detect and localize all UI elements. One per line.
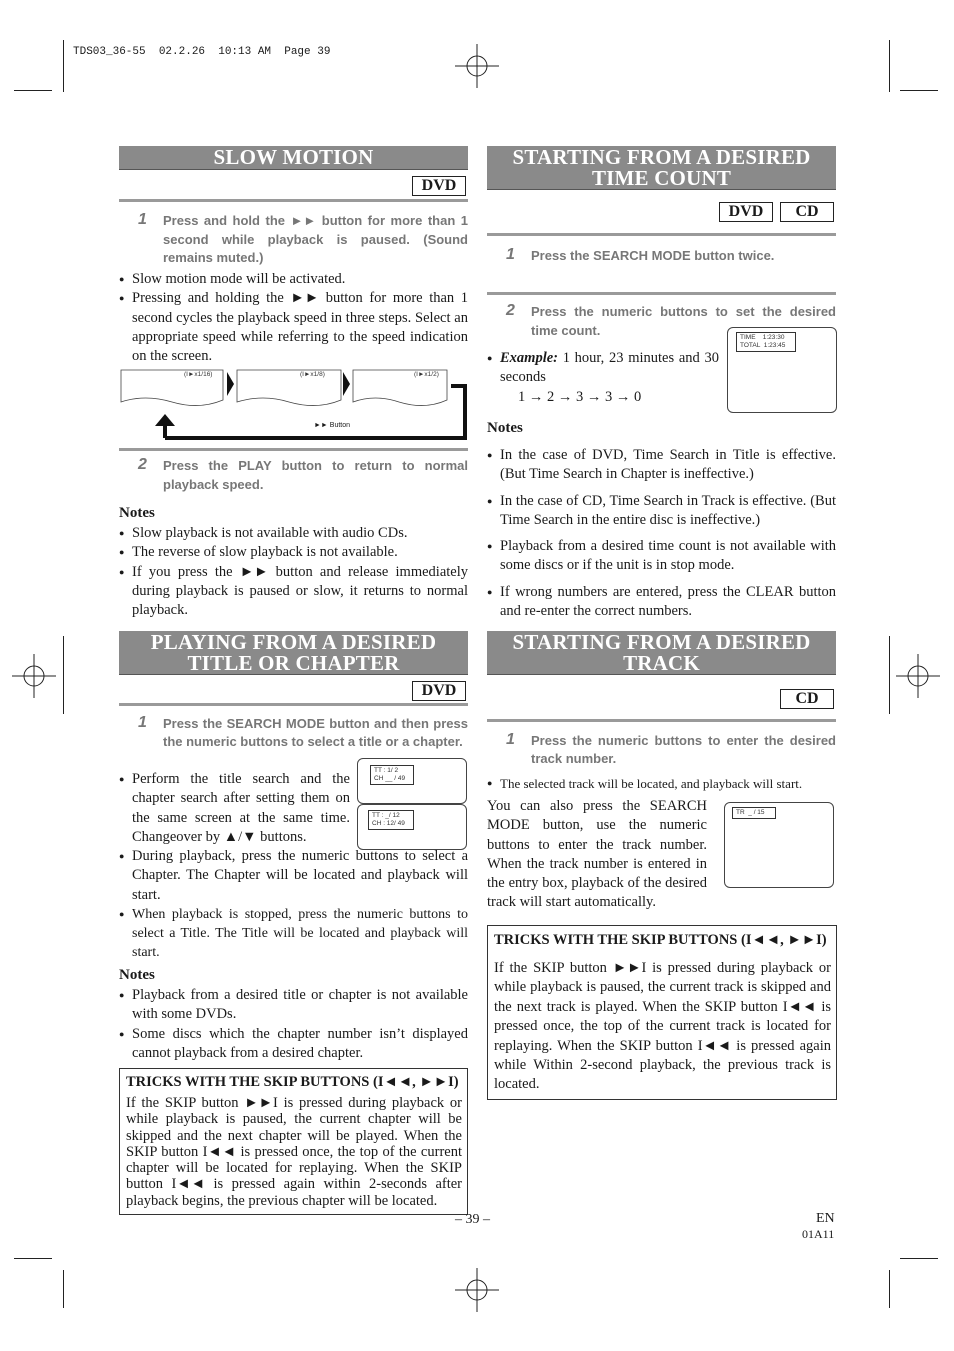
bullet-text: ● The selected track will be located, and playback will start. [487, 774, 839, 793]
step-instruction: Press the SEARCH MODE button twice. [531, 248, 775, 263]
speed-indicator: (I►x1/16) [184, 371, 213, 378]
dvd-badge: DVD [412, 681, 466, 701]
section-banner-time-count [487, 146, 836, 190]
cd-badge: CD [780, 689, 834, 709]
step-number: 1 [506, 731, 515, 748]
crop-mark [900, 90, 938, 91]
tricks-box-track [487, 925, 837, 1100]
example-sequence: 1 → 2 → 3 → 3 → 0 [518, 388, 642, 405]
note-item: ● If you press the ►► button and release immediately during playback is paused or slow, it returns to normal playback. [119, 563, 468, 621]
crop-mark [889, 1270, 890, 1308]
cd-badge: CD [780, 202, 834, 222]
crop-mark [889, 636, 890, 714]
tricks-text: If the SKIP button ►►I is pressed during playback or while playback is paused, the current track is skipped and the next track is played. When the SKIP button I◄◄ is pressed once, the top of the current track is located for replaying. When the SKIP button I◄◄ is pressed again while Within 2-second playback, the previous track is located. [494, 960, 831, 1093]
divider [119, 703, 468, 706]
bullet-item [119, 770, 350, 847]
tricks-text: If the SKIP button ►►I is pressed during playback or while playback is paused, the current chapter will be skipped and the next chapter will be played. When the SKIP button I◄◄ is pressed once, the top of the current chapter will be located for replaying. When the SKIP button I◄◄ is pressed again within 2-seconds after playback begins, the previous chapter will be located. [126, 1095, 462, 1209]
paragraph: You can also press the SEARCH MODE button, use the numeric buttons to enter the track number. When the track number is entered in the entry box, playback of the desired track will start automatically. [487, 798, 707, 911]
note-item: ● In the case of CD, Time Search in Track is effective. (But Time Search in the entire disc is ineffective.) [487, 492, 836, 531]
crop-mark [63, 40, 64, 92]
registration-mark-icon [455, 1268, 499, 1312]
step-number: 2 [138, 456, 147, 473]
section-title: TRACK [623, 651, 700, 675]
doc-code: 01A11 [802, 1227, 835, 1241]
note-item: ● Playback from a desired title or chapter is not available with some DVDs. [119, 986, 468, 1025]
divider [119, 448, 468, 451]
step-instruction: Press the numeric buttons to set the desired time count. [531, 304, 836, 338]
notes-heading: Notes [487, 420, 523, 436]
step-number: 1 [138, 211, 147, 228]
divider [119, 199, 468, 202]
time-osd [736, 332, 796, 352]
osd-line: TOTAL 1:23:45 [740, 342, 786, 349]
language-code: EN [816, 1211, 835, 1226]
bullet-item: ● During playback, press the numeric buttons to select a Chapter. The Chapter will be located and playback will start. [119, 847, 468, 905]
bullet-item [487, 774, 839, 793]
speed-indicator: (I►x1/2) [414, 371, 439, 378]
step-instruction: Press the SEARCH MODE button and then press the numeric buttons to select a title or a chapter. [163, 716, 468, 749]
registration-mark-icon [455, 44, 499, 88]
crop-mark [14, 1258, 52, 1259]
crop-mark [63, 1270, 64, 1308]
note-item: ● Some discs which the chapter number isn’t displayed cannot playback from a desired chapter. [119, 1025, 468, 1064]
title-chapter-osd [368, 810, 414, 830]
page-number: – 39 – [455, 1212, 490, 1227]
divider [487, 719, 836, 722]
example-value: 1 hour, 23 minutes and 30 seconds [500, 350, 719, 386]
print-slug: TDS03_36-55 02.2.26 10:13 AM Page 39 [73, 46, 331, 58]
notes-list [119, 986, 468, 1063]
example-text [487, 349, 719, 388]
section-banner-track [487, 631, 836, 675]
section-title: SLOW MOTION [213, 145, 374, 169]
tricks-box-chapter [119, 1068, 468, 1215]
title-chapter-osd [370, 765, 414, 785]
tricks-title: TRICKS WITH THE SKIP BUTTONS (I◄◄, ►►I) [126, 1074, 459, 1090]
crop-mark [14, 90, 52, 91]
section-title: STARTING FROM A DESIRED [512, 145, 811, 169]
step-instruction: Press the PLAY button to return to normal playback speed. [163, 458, 468, 492]
bullet-list [119, 270, 468, 366]
divider [487, 233, 836, 236]
osd-line: CH : 12/ 49 [372, 820, 405, 827]
note-item: ● In the case of DVD, Time Search in Title is effective. (But Time Search in Chapter is ineffective.) [487, 446, 836, 485]
dvd-badge: DVD [719, 202, 773, 222]
bullet-text: ● Perform the title search and the chapter search after setting them on the same screen at the same time. Changeover by ▲/▼ buttons. [119, 770, 350, 847]
bullet-item: ● Slow motion mode will be activated. [119, 270, 468, 289]
step-number: 1 [138, 714, 147, 731]
bullet-item: ● Pressing and holding the ►► button for more than 1 second cycles the playback speed in three steps. Select an appropriate speed while referring to the speed indication on the screen. [119, 289, 468, 366]
slow-motion-diagram [119, 368, 469, 442]
speed-indicator: (I►x1/8) [300, 371, 325, 378]
section-title: STARTING FROM A DESIRED [512, 630, 811, 654]
step-instruction: Press and hold the ►► button for more than 1 second while playback is paused. (Sound remains muted.) [163, 213, 468, 265]
step-number: 1 [506, 246, 515, 263]
notes-list [487, 446, 836, 621]
tricks-title: TRICKS WITH THE SKIP BUTTONS (I◄◄, ►►I) [494, 932, 827, 948]
dvd-badge: DVD [412, 176, 466, 196]
notes-list [119, 524, 468, 620]
osd-line: TT : 1/ 2 [374, 767, 399, 774]
button-label: ►► Button [314, 422, 351, 429]
crop-mark [900, 1258, 938, 1259]
osd-line: CH __ / 49 [374, 775, 406, 782]
step-instruction: Press the numeric buttons to enter the desired track number. [531, 733, 836, 766]
note-item: ● Playback from a desired time count is not available with some discs or if the unit is in stop mode. [487, 537, 836, 576]
section-title: TIME COUNT [591, 166, 732, 190]
step-number: 2 [506, 302, 515, 319]
divider [487, 292, 836, 295]
section-title: PLAYING FROM A DESIRED [150, 630, 437, 654]
osd-line: TT : _/ 12 [372, 812, 400, 819]
crop-mark [889, 40, 890, 92]
example-block [487, 349, 719, 407]
track-osd: TR _ / 15 [732, 807, 776, 819]
osd-line: TIME 1:23:30 [740, 334, 785, 341]
section-title: TITLE OR CHAPTER [187, 651, 400, 675]
example-label: Example: [500, 350, 558, 366]
notes-heading: Notes [119, 967, 155, 983]
bullet-item: ● When playback is stopped, press the numeric buttons to select a Title. The Title will be located and playback will start. [119, 905, 468, 963]
note-item: ● Slow playback is not available with audio CDs. [119, 524, 468, 543]
note-item: ● If wrong numbers are entered, press the CLEAR button and re-enter the correct numbers. [487, 583, 836, 622]
section-banner-slow-motion [119, 146, 468, 170]
registration-mark-icon [896, 654, 940, 698]
note-item: ● The reverse of slow playback is not available. [119, 543, 468, 562]
crop-mark [63, 636, 64, 714]
registration-mark-icon [12, 654, 56, 698]
bullet-list [119, 847, 468, 963]
notes-heading: Notes [119, 505, 155, 521]
section-banner-title-chapter [119, 631, 468, 675]
